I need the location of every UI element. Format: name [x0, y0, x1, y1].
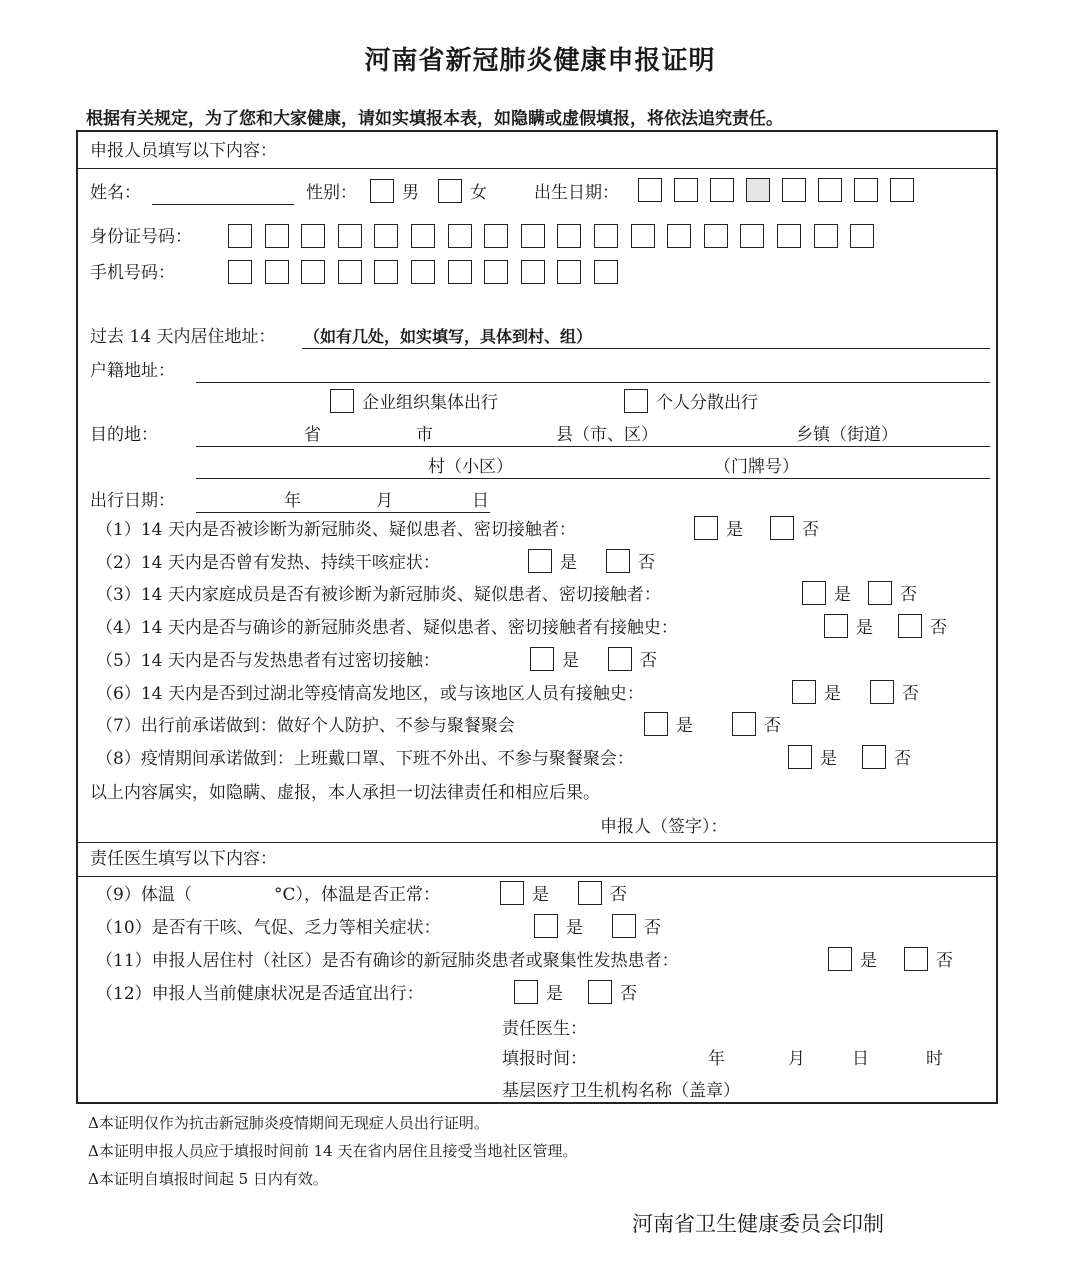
- q10-no-label: 否: [644, 918, 661, 938]
- travel-year-label: 年: [284, 491, 301, 511]
- question-3-yes-label: 是: [834, 585, 851, 606]
- travel-day-label: 日: [472, 491, 489, 511]
- id-digit-box[interactable]: [594, 224, 618, 248]
- question-3-yes-checkbox[interactable]: [802, 581, 826, 605]
- individual-travel-checkbox[interactable]: [624, 389, 648, 413]
- travel-date-label: 出行日期：: [90, 491, 175, 511]
- id-digit-box[interactable]: [557, 224, 581, 248]
- phone-label: 手机号码：: [90, 263, 175, 283]
- birth-date-digit-box[interactable]: [890, 178, 914, 202]
- question-5-text: （5）14 天内是否与发热患者有过密切接触：: [96, 650, 440, 671]
- question-7-no-checkbox[interactable]: [732, 712, 756, 736]
- birth-date-digit-box[interactable]: [854, 178, 878, 202]
- question-1-no-label: 否: [802, 520, 819, 540]
- phone-digit-box[interactable]: [484, 260, 508, 284]
- id-digit-box[interactable]: [704, 224, 728, 248]
- phone-digit-box[interactable]: [265, 260, 289, 284]
- question-6-no-checkbox[interactable]: [870, 680, 894, 704]
- fill-time-label: 填报时间：: [502, 1049, 587, 1069]
- divider: [78, 876, 996, 877]
- village-label: 村（小区）: [428, 457, 513, 477]
- q12-no-checkbox[interactable]: [588, 980, 612, 1004]
- question-8-text: （8）疫情期间承诺做到：上班戴口罩、下班不外出、不参与聚餐聚会：: [96, 748, 634, 769]
- id-digit-box[interactable]: [374, 224, 398, 248]
- phone-digit-box[interactable]: [301, 260, 325, 284]
- phone-digit-box[interactable]: [338, 260, 362, 284]
- id-digit-box[interactable]: [667, 224, 691, 248]
- residence-hint: （如有几处，如实填写，具体到村、组）: [304, 327, 593, 346]
- divider: [78, 842, 996, 843]
- id-digit-box[interactable]: [521, 224, 545, 248]
- question-4-yes-label: 是: [856, 618, 873, 639]
- signature-label: 申报人（签字）：: [600, 817, 728, 837]
- male-label: 男: [402, 183, 419, 203]
- question-4-text: （4）14 天内是否与确诊的新冠肺炎患者、疑似患者、密切接触者有接触史：: [96, 618, 678, 639]
- id-digit-box[interactable]: [411, 224, 435, 248]
- question-8-yes-label: 是: [820, 748, 837, 769]
- institution-label: 基层医疗卫生机构名称（盖章）: [502, 1081, 740, 1101]
- question-2-no-label: 否: [638, 552, 655, 573]
- q12-yes-checkbox[interactable]: [514, 980, 538, 1004]
- birth-date-digit-box[interactable]: [818, 178, 842, 202]
- id-number-label: 身份证号码：: [90, 227, 192, 247]
- id-digit-box[interactable]: [777, 224, 801, 248]
- question-6-yes-checkbox[interactable]: [792, 680, 816, 704]
- question-2-yes-label: 是: [560, 552, 577, 573]
- household-address-field[interactable]: [196, 382, 990, 383]
- q10-yes-label: 是: [566, 918, 583, 938]
- footnote: Δ本证明自填报时间起 5 日内有效。: [88, 1170, 328, 1188]
- question-1-text: （1）14 天内是否被诊断为新冠肺炎、疑似患者、密切接触者：: [96, 520, 576, 540]
- question-2-no-checkbox[interactable]: [606, 549, 630, 573]
- question-2-yes-checkbox[interactable]: [528, 549, 552, 573]
- q9-yes-checkbox[interactable]: [500, 881, 524, 905]
- id-digit-box[interactable]: [338, 224, 362, 248]
- id-digit-box[interactable]: [228, 224, 252, 248]
- id-digit-box[interactable]: [448, 224, 472, 248]
- question-4-no-checkbox[interactable]: [898, 614, 922, 638]
- birth-date-digit-box[interactable]: [710, 178, 734, 202]
- q10-text: （10）是否有干咳、气促、乏力等相关症状：: [96, 918, 441, 938]
- question-3-text: （3）14 天内家庭成员是否有被诊断为新冠肺炎、疑似患者、密切接触者：: [96, 585, 661, 606]
- id-digit-box[interactable]: [740, 224, 764, 248]
- q9-text-a: （9）体温（: [96, 885, 192, 905]
- q12-yes-label: 是: [546, 984, 563, 1004]
- doctor-label: 责任医生：: [502, 1019, 587, 1039]
- question-5-yes-label: 是: [562, 650, 579, 671]
- q11-no-label: 否: [936, 951, 953, 971]
- question-6-yes-label: 是: [824, 683, 841, 704]
- question-3-no-label: 否: [900, 585, 917, 606]
- declaration-text: 以上内容属实，如隐瞒、虚报，本人承担一切法律责任和相应后果。: [90, 783, 600, 803]
- name-field[interactable]: [152, 204, 294, 205]
- q9-text-b: °C），体温是否正常：: [274, 885, 441, 905]
- question-5-no-checkbox[interactable]: [608, 647, 632, 671]
- q11-text: （11）申报人居住村（社区）是否有确诊的新冠肺炎患者或聚集性发热患者：: [96, 951, 679, 971]
- question-1-no-checkbox[interactable]: [770, 516, 794, 540]
- birth-date-label: 出生日期：: [534, 183, 619, 203]
- question-8-yes-checkbox[interactable]: [788, 745, 812, 769]
- question-7-yes-checkbox[interactable]: [644, 712, 668, 736]
- birth-date-digit-box[interactable]: [782, 178, 806, 202]
- section1-header: 申报人员填写以下内容：: [90, 141, 277, 161]
- gender-label: 性别：: [306, 183, 357, 203]
- id-digit-box[interactable]: [850, 224, 874, 248]
- residence-label: 过去 14 天内居住地址：: [90, 327, 276, 347]
- travel-date-field[interactable]: [196, 512, 490, 513]
- printed-by: 河南省卫生健康委员会印制: [632, 1212, 884, 1236]
- question-5-no-label: 否: [640, 650, 657, 671]
- phone-digit-box[interactable]: [448, 260, 472, 284]
- birth-date-digit-box[interactable]: [638, 178, 662, 202]
- phone-digit-box[interactable]: [411, 260, 435, 284]
- question-6-no-label: 否: [902, 683, 919, 704]
- female-checkbox[interactable]: [438, 179, 462, 203]
- id-digit-box[interactable]: [301, 224, 325, 248]
- destination-field[interactable]: [196, 446, 990, 447]
- question-8-no-label: 否: [894, 748, 911, 769]
- q9-no-label: 否: [610, 885, 627, 905]
- divider: [78, 168, 996, 169]
- town-label: 乡镇（街道）: [796, 425, 898, 445]
- birth-date-digit-box[interactable]: [746, 178, 770, 202]
- declaration-form: [76, 130, 998, 1104]
- id-digit-box[interactable]: [265, 224, 289, 248]
- question-8-no-checkbox[interactable]: [862, 745, 886, 769]
- destination-label: 目的地：: [90, 425, 158, 445]
- question-6-text: （6）14 天内是否到过湖北等疫情高发地区，或与该地区人员有接触史：: [96, 683, 644, 704]
- household-address-label: 户籍地址：: [90, 361, 175, 381]
- legal-notice: 根据有关规定，为了您和大家健康，请如实填报本表，如隐瞒或虚假填报，将依法追究责任。: [86, 109, 783, 129]
- name-label: 姓名：: [90, 183, 141, 203]
- question-2-text: （2）14 天内是否曾有发热、持续干咳症状：: [96, 552, 440, 573]
- question-1-yes-label: 是: [726, 520, 743, 540]
- q9-yes-label: 是: [532, 885, 549, 905]
- question-7-text: （7）出行前承诺做到：做好个人防护、不参与聚餐聚会: [96, 716, 515, 737]
- phone-digit-box[interactable]: [557, 260, 581, 284]
- phone-digit-box[interactable]: [521, 260, 545, 284]
- phone-digit-box[interactable]: [228, 260, 252, 284]
- fill-hour-label: 时: [926, 1049, 943, 1069]
- travel-month-label: 月: [376, 491, 393, 511]
- id-digit-box[interactable]: [484, 224, 508, 248]
- question-4-no-label: 否: [930, 618, 947, 639]
- birth-date-digit-box[interactable]: [674, 178, 698, 202]
- q11-yes-checkbox[interactable]: [828, 947, 852, 971]
- id-digit-box[interactable]: [631, 224, 655, 248]
- fill-day-label: 日: [852, 1049, 869, 1069]
- house-number-label: （门牌号）: [714, 457, 799, 477]
- fill-year-label: 年: [708, 1049, 725, 1069]
- male-checkbox[interactable]: [370, 179, 394, 203]
- page-title: 河南省新冠肺炎健康申报证明: [364, 46, 716, 76]
- question-1-yes-checkbox[interactable]: [694, 516, 718, 540]
- q11-no-checkbox[interactable]: [904, 947, 928, 971]
- individual-travel-label: 个人分散出行: [656, 393, 758, 413]
- question-7-yes-label: 是: [676, 716, 693, 737]
- question-4-yes-checkbox[interactable]: [824, 614, 848, 638]
- q10-no-checkbox[interactable]: [612, 914, 636, 938]
- question-3-no-checkbox[interactable]: [868, 581, 892, 605]
- q12-text: （12）申报人当前健康状况是否适宜出行：: [96, 984, 424, 1004]
- question-7-no-label: 否: [764, 716, 781, 737]
- section2-header: 责任医生填写以下内容：: [90, 849, 277, 869]
- group-travel-checkbox[interactable]: [330, 389, 354, 413]
- province-label: 省: [304, 425, 321, 445]
- group-travel-label: 企业组织集体出行: [362, 393, 498, 413]
- residence-field[interactable]: [302, 348, 990, 349]
- q12-no-label: 否: [620, 984, 637, 1004]
- female-label: 女: [470, 183, 487, 203]
- county-label: 县（市、区）: [556, 425, 658, 445]
- question-5-yes-checkbox[interactable]: [530, 647, 554, 671]
- destination-detail-field[interactable]: [196, 478, 990, 479]
- footnote: Δ本证明仅作为抗击新冠肺炎疫情期间无现症人员出行证明。: [88, 1114, 489, 1132]
- phone-digit-box[interactable]: [594, 260, 618, 284]
- q10-yes-checkbox[interactable]: [534, 914, 558, 938]
- id-digit-box[interactable]: [814, 224, 838, 248]
- footnote: Δ本证明申报人员应于填报时间前 14 天在省内居住且接受当地社区管理。: [88, 1142, 578, 1160]
- q11-yes-label: 是: [860, 951, 877, 971]
- phone-digit-box[interactable]: [374, 260, 398, 284]
- q9-no-checkbox[interactable]: [578, 881, 602, 905]
- fill-month-label: 月: [788, 1049, 805, 1069]
- city-label: 市: [416, 425, 433, 445]
